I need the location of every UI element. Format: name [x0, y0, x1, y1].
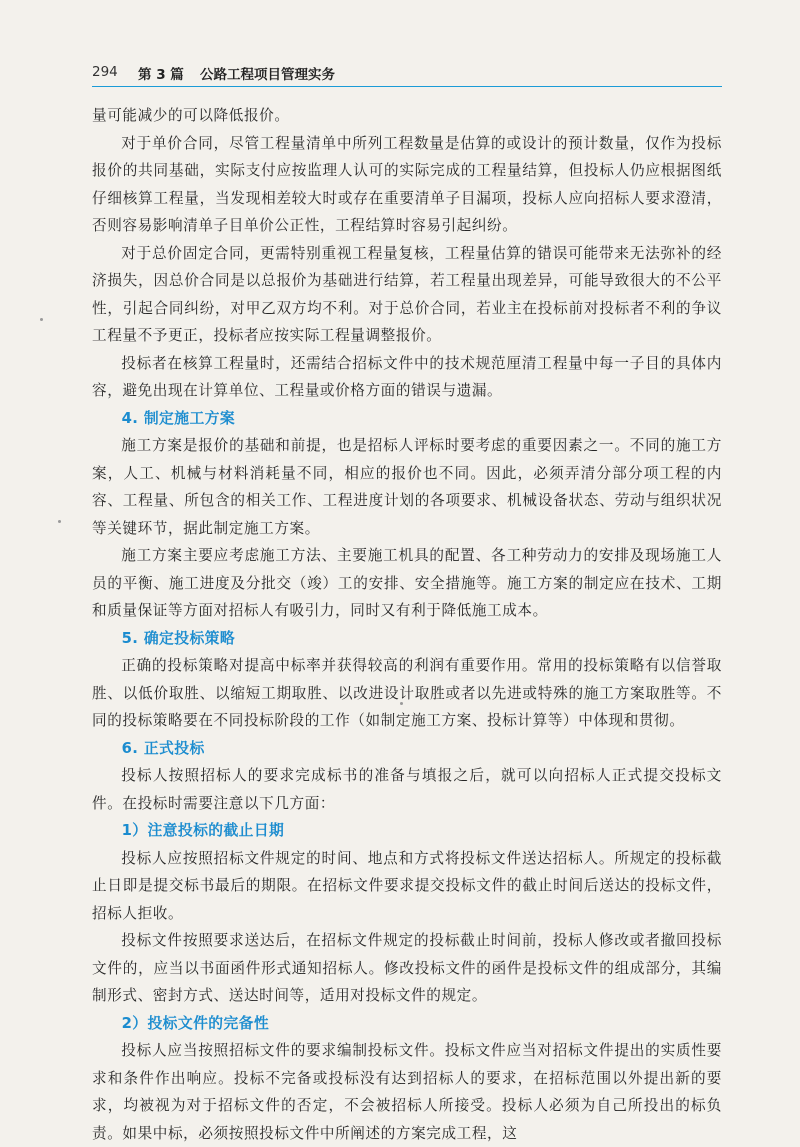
scan-speck — [58, 520, 61, 523]
scan-speck — [40, 318, 43, 321]
scan-speck — [400, 702, 403, 705]
paragraph: 投标人应当按照招标文件的要求编制投标文件。投标文件应当对招标文件提出的实质性要求和条件作出响应。投标不完备或投标没有达到招标人的要求，在招标范围以外提出新的要求，均被视为对于招标文件的否定，不会被招标人所接受。投标人必须为自己所投出的标负责。如果中标，必须按照投标文件中所阐述的方案完成工程，这 — [92, 1042, 722, 1142]
paragraph: 施工方案主要应考虑施工方法、主要施工机具的配置、各工种劳动力的安排及现场施工人员的平衡、施工进度及分批交（竣）工的安排、安全措施等。施工方案的制定应在技术、工期和质量保证等方面对招标人有吸引力，同时又有利于降低施工成本。 — [92, 547, 722, 619]
paragraph: 投标文件按照要求送达后，在招标文件规定的投标截止时间前，投标人修改或者撤回投标文件的，应当以书面函件形式通知招标人。修改投标文件的函件是投标文件的组成部分，其编制形式、密封方式、送达时间等，适用对投标文件的规定。 — [92, 932, 722, 1004]
section-heading: 5. 确定投标策略 — [121, 629, 236, 647]
section-heading: 6. 正式投标 — [121, 739, 205, 757]
paragraph: 正确的投标策略对提高中标率并获得较高的利润有重要作用。常用的投标策略有以信誉取胜、以低价取胜、以缩短工期取胜、以改进设计取胜或者以先进或特殊的施工方案取胜等。不同的投标策略要在不同投标阶段的工作（如制定施工方案、投标计算等）中体现和贯彻。 — [92, 657, 722, 729]
chapter-title: 公路工程项目管理实务 — [200, 67, 335, 83]
part-label: 第 3 篇 — [138, 67, 184, 83]
subsection-heading: 2）投标文件的完备性 — [121, 1014, 270, 1032]
running-header — [92, 60, 722, 87]
paragraph: 对于单价合同，尽管工程量清单中所列工程数量是估算的或设计的预计数量，仅作为投标报价的共同基础，实际支付应按监理人认可的实际完成的工程量结算，但投标人仍应根据图纸仔细核算工程量，当发现相差较大时或存在重要清单子目漏项，投标人应向招标人要求澄清，否则容易影响清单子目单价公正性，工程结算时容易引起纠纷。 — [92, 134, 722, 234]
body-text — [92, 102, 722, 1147]
page-number: 294 — [92, 64, 118, 80]
paragraph: 对于总价固定合同，更需特别重视工程量复核，工程量估算的错误可能带来无法弥补的经济损失，因总价合同是以总报价为基础进行结算，若工程量出现差异，可能导致很大的不公平性，引起合同纠纷，对甲乙双方均不利。对于总价合同，若业主在投标前对投标者不利的争议工程量不予更正，投标者应按实际工程量调整报价。 — [92, 244, 722, 344]
paragraph: 投标人应按照招标文件规定的时间、地点和方式将投标文件送达招标人。所规定的投标截止日即是提交标书最后的期限。在招标文件要求提交投标文件的截止时间后送达的投标文件，招标人拒收。 — [92, 849, 722, 922]
paragraph: 投标者在核算工程量时，还需结合招标文件中的技术规范厘清工程量中每一子目的具体内容，避免出现在计算单位、工程量或价格方面的错误与遗漏。 — [92, 354, 722, 399]
paragraph: 量可能减少的可以降低报价。 — [92, 107, 290, 124]
section-heading: 4. 制定施工方案 — [121, 409, 236, 427]
paragraph: 投标人按照招标人的要求完成标书的准备与填报之后，就可以向招标人正式提交投标文件。在投标时需要注意以下几方面： — [92, 767, 722, 812]
paragraph: 施工方案是报价的基础和前提，也是招标人评标时要考虑的重要因素之一。不同的施工方案，人工、机械与材料消耗量不同，相应的报价也不同。因此，必须弄清分部分项工程的内容、工程量、所包含的相关工作、工程进度计划的各项要求、机械设备状态、劳动与组织状况等关键环节，据此制定施工方案。 — [92, 437, 722, 537]
subsection-heading: 1）注意投标的截止日期 — [121, 822, 285, 839]
